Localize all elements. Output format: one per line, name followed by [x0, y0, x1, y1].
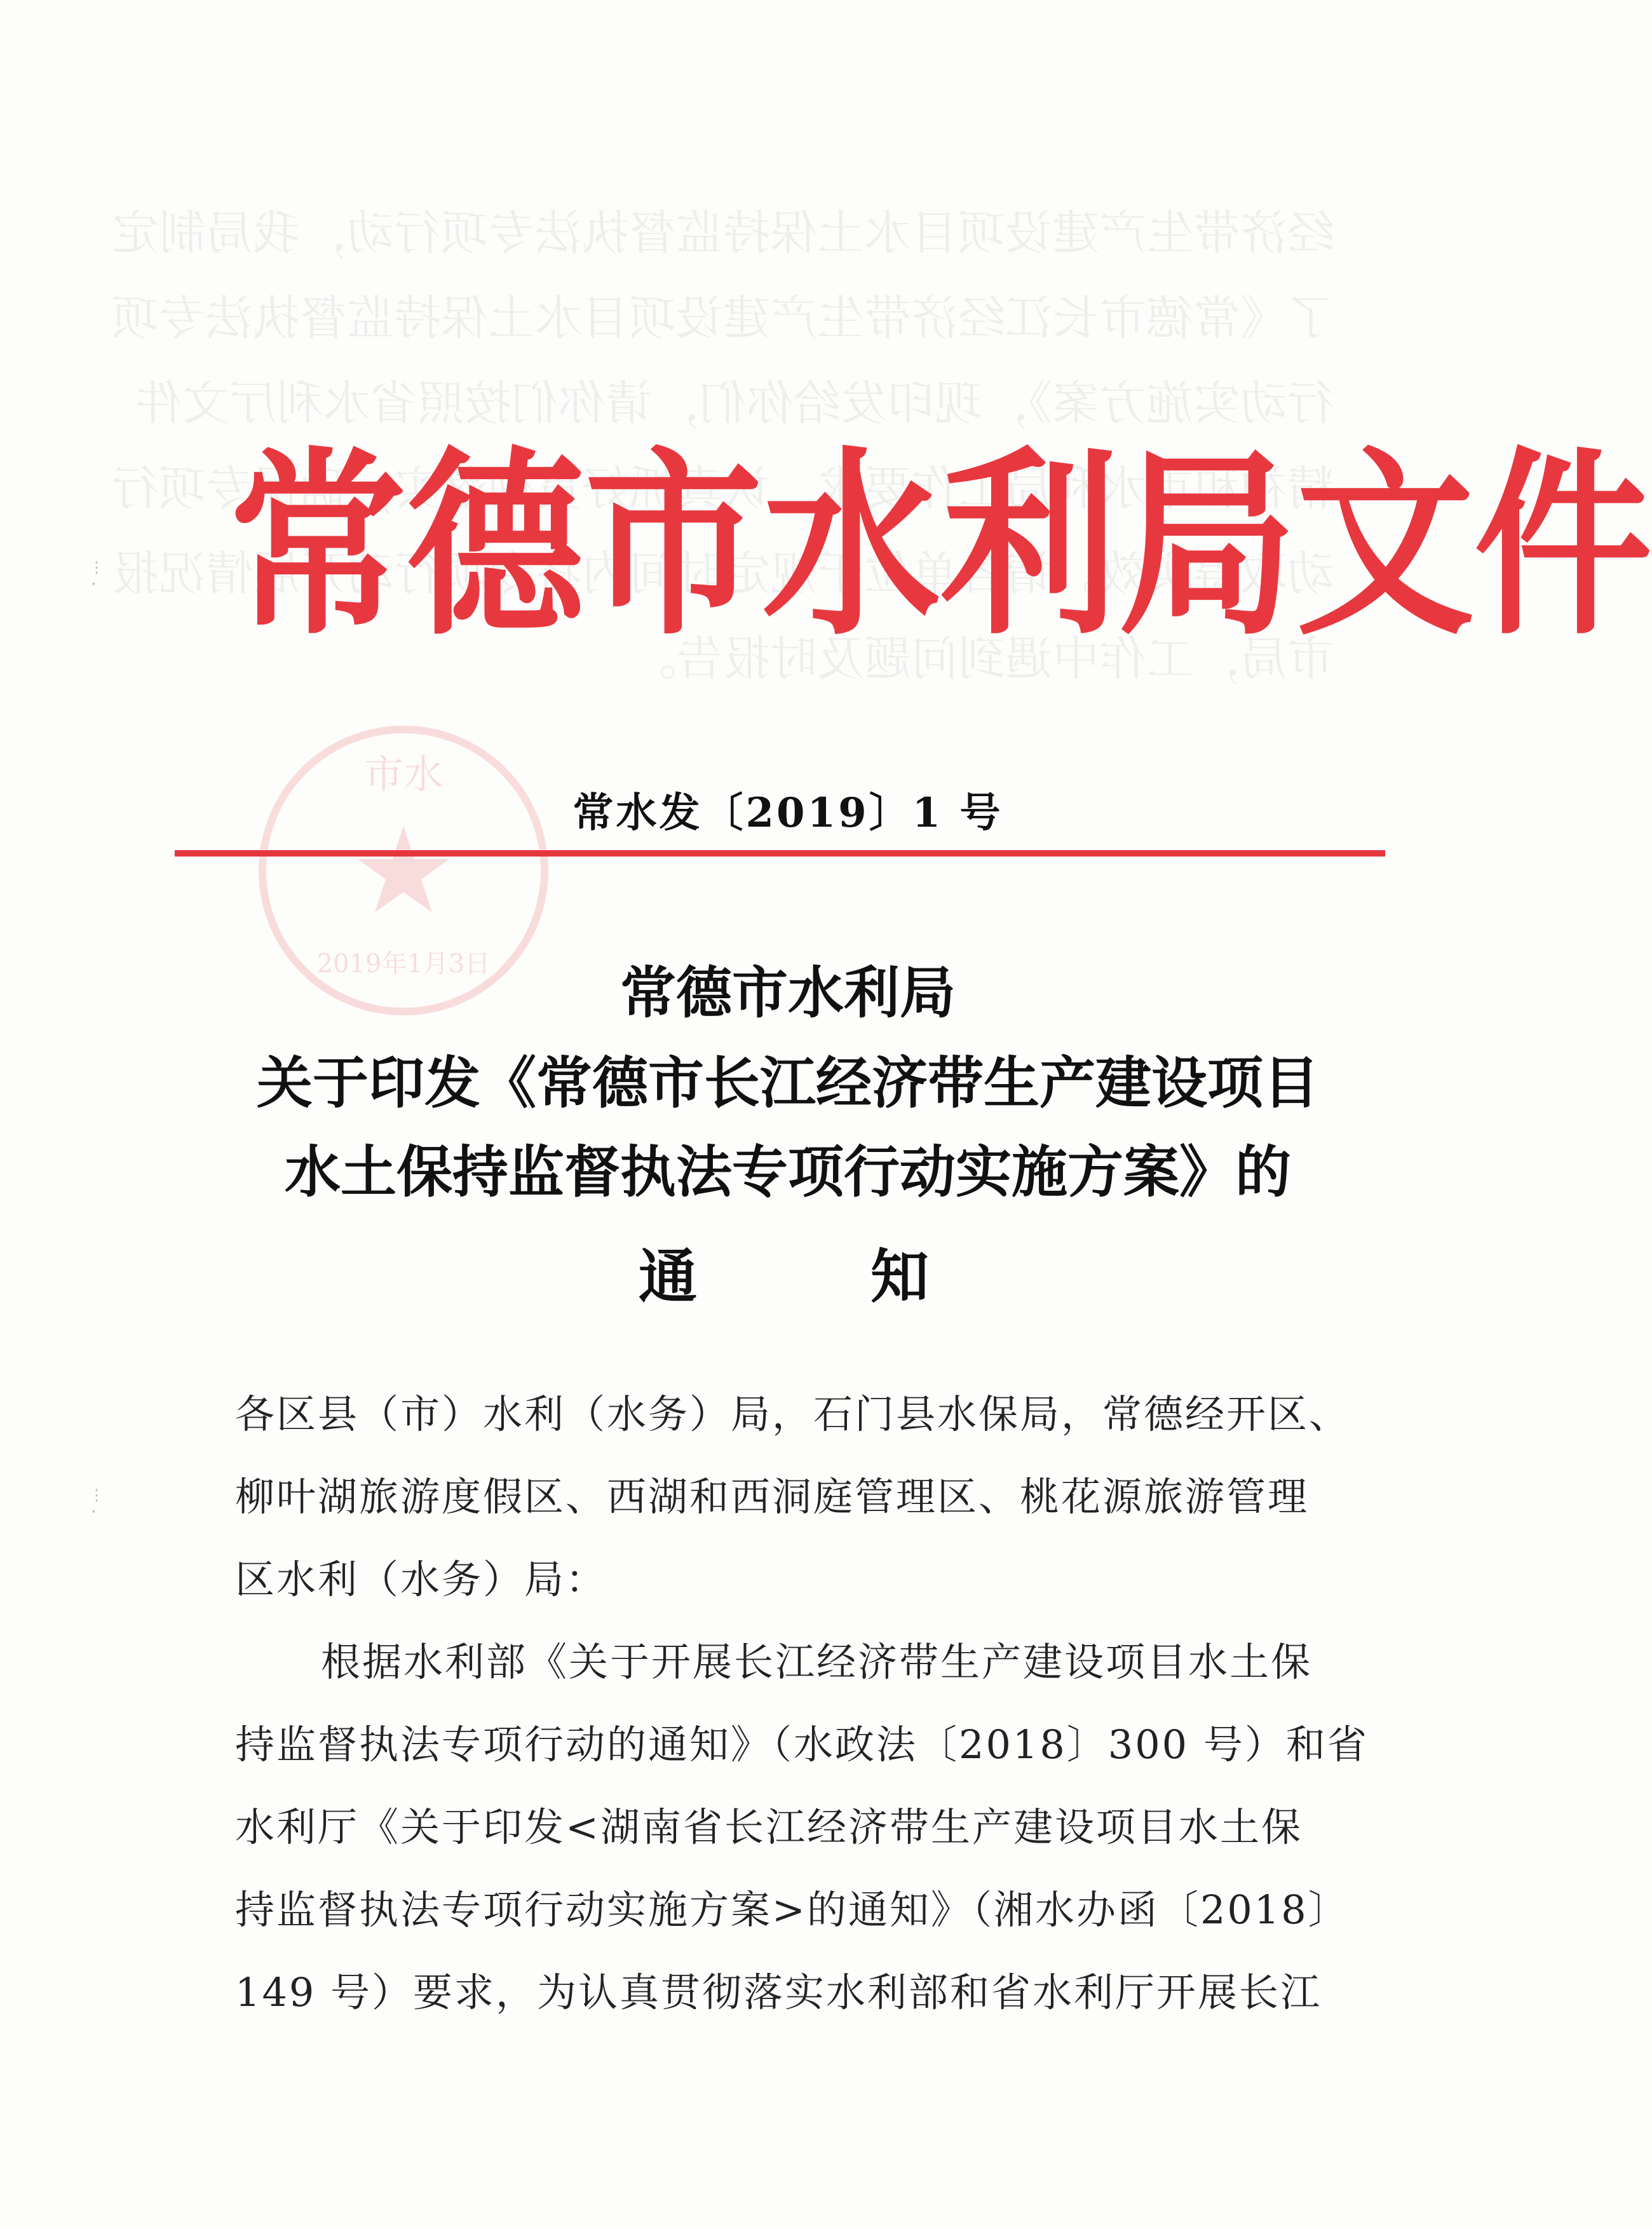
body-paragraph-line: 水利厅《关于印发<湖南省长江经济带生产建设项目水土保 [235, 1804, 1303, 1850]
seal-date-text: 2019年1月3日 [316, 949, 491, 979]
notice-title-line-1: 常德市水利局 [620, 959, 956, 1026]
body-paragraph-line: 持监督执法专项行动的通知》（水政法〔2018〕300 号）和省 [235, 1721, 1369, 1768]
body-paragraph-line: 柳叶湖旅游度假区、西湖和西洞庭管理区、桃花源旅游管理 [235, 1474, 1310, 1520]
binding-hole-mark: ⋮ · [89, 1486, 104, 1521]
seal-top-text: 市水 [363, 751, 443, 797]
bleed-line: 了《常德市长江经济带生产建设项目水土保持监督执法专项 [112, 291, 1334, 346]
letterhead-char: 德 [407, 430, 585, 663]
binding-hole-mark: ⋮ · [89, 559, 104, 593]
notice-title-zhi: 知 [870, 1242, 930, 1311]
letterhead-title [112, 430, 1652, 663]
body-paragraph-line: 根据水利部《关于开展长江经济带生产建设项目水土保 [321, 1639, 1313, 1685]
body-paragraph-line: 149 号）要求，为认真贯彻落实水利部和省水利厅开展长江 [235, 1969, 1322, 2016]
body-paragraph-line: 持监督执法专项行动实施方案>的通知》（湘水办函〔2018〕 [235, 1887, 1350, 1933]
bleed-line: 精神和市水利局工作要求，认真抓好贯彻落实，确保专项行 [112, 461, 1334, 516]
letterhead-char: 文 [1296, 430, 1474, 663]
body-paragraph-line: 各区县（市）水利（水务）局，石门县水保局，常德经开区、 [235, 1391, 1351, 1437]
letterhead-char: 件 [1474, 430, 1652, 663]
bleed-line: 经济带生产建设项目水土保持监督执法专项行动，我局制定 [112, 206, 1334, 261]
body-paragraph-line: 区水利（水务）局： [235, 1556, 607, 1602]
bleed-line: 行动实施方案》，现印发给你们，请你们按照省水利厅文件 [135, 376, 1334, 431]
red-divider-line [175, 850, 1385, 857]
notice-title-tong: 通 [639, 1242, 698, 1311]
bleed-line: 动取得实效。请各单位于规定时间内将专项行动开展情况报 [112, 546, 1334, 601]
bleed-line: 市局，工作中遇到问题及时报告。 [629, 632, 1334, 686]
notice-title-line-3: 水土保持监督执法专项行动实施方案》的 [284, 1139, 1291, 1205]
letterhead-char: 水 [762, 430, 940, 663]
document-number: 常水发〔2019〕1 号 [572, 789, 1003, 837]
letterhead-char: 市 [585, 430, 762, 663]
letterhead-char: 局 [1118, 430, 1296, 663]
letterhead-char: 常 [229, 430, 407, 663]
notice-title-line-2: 关于印发《常德市长江经济带生产建设项目 [256, 1050, 1319, 1116]
letterhead-char: 利 [940, 430, 1118, 663]
